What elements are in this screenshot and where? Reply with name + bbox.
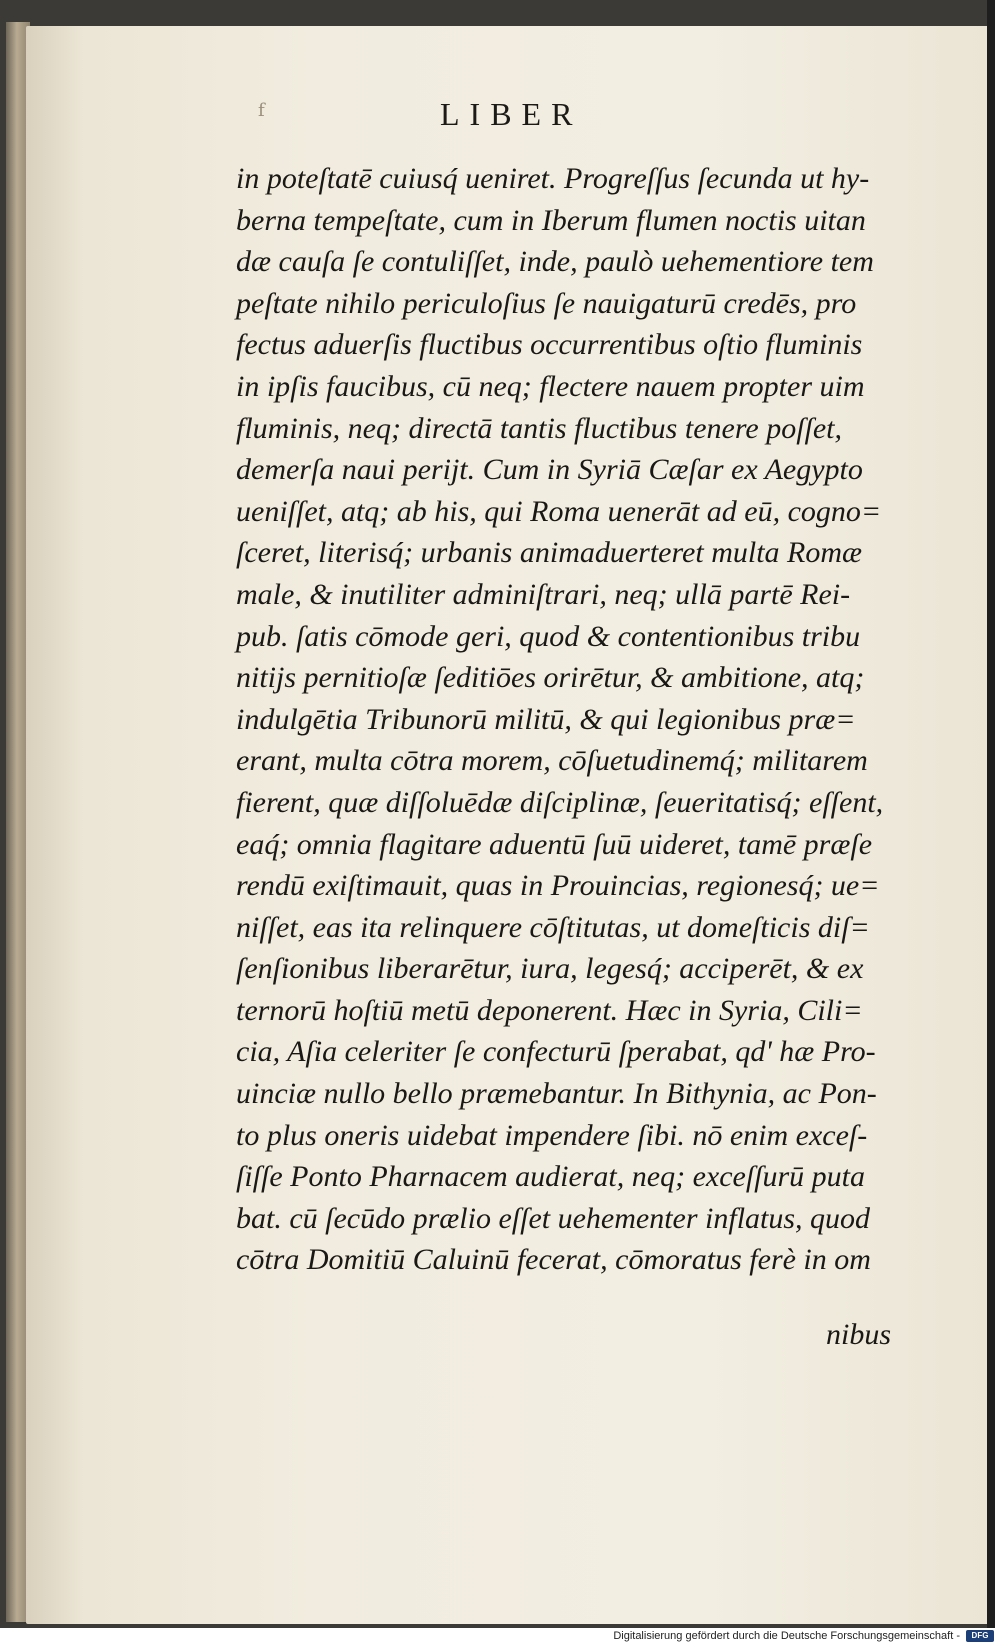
text-line: fectus aduerſis fluctibus occurrentibus oſtio fluminis bbox=[236, 328, 863, 362]
text-line: ſiſſe Ponto Pharnacem audierat, neq; exceſſurū puta bbox=[236, 1160, 866, 1194]
text-line: fluminis, neq; directā tantis fluctibus tenere poſſet, bbox=[236, 411, 843, 445]
scan-border bbox=[987, 0, 995, 1628]
body-text bbox=[236, 158, 926, 1281]
text-line: male, & inutiliter adminiſtrari, neq; ullā partē Rei- bbox=[236, 577, 851, 611]
text-line: to plus oneris uidebat impendere ſibi. nō enim exceſ- bbox=[236, 1118, 868, 1152]
text-line: cia, Aſia celeriter ſe confecturū ſperabat, qd' hæ Pro- bbox=[236, 1035, 876, 1069]
text-line: ſceret, literisq́; urbanis animaduerteret multa Romæ bbox=[236, 536, 863, 570]
text-line: indulgētia Tribunorū militū, & qui legionibus præ= bbox=[236, 702, 856, 736]
text-line: berna tempeſtate, cum in Iberum flumen noctis uitan bbox=[236, 203, 866, 237]
text-line: dæ cauſa ſe contuliſſet, inde, paulò uehementiore tem bbox=[236, 245, 874, 279]
text-line: in ipſis faucibus, cū neq; flectere nauem propter uim bbox=[236, 369, 865, 403]
dfg-logo: DFG bbox=[966, 1630, 994, 1642]
text-line: ternorū hoſtiū metū deponerent. Hæc in Syria, Cili= bbox=[236, 993, 863, 1027]
text-line: niſſet, eas ita relinquere cōſtitutas, ut domeſticis diſ= bbox=[236, 910, 870, 944]
text-line: fierent, quæ diſſoluēdæ diſciplinæ, ſeueritatisq́; eſſent, bbox=[236, 785, 884, 819]
text-line: nitijs pernitioſæ ſeditiōes orirētur, & ambitione, atq; bbox=[236, 661, 865, 695]
folio-mark: f bbox=[258, 100, 267, 121]
text-line: peſtate nihilo periculoſius ſe nauigaturū credēs, pro bbox=[236, 286, 857, 320]
text-line: uinciæ nullo bello præmebantur. In Bithynia, ac Pon- bbox=[236, 1077, 877, 1111]
text-line: ſenſionibus liberarētur, iura, legesq́; acciperēt, & ex bbox=[236, 952, 864, 986]
text-line: in poteſtatē cuiusq́ ueniret. Progreſſus ſecunda ut hy- bbox=[236, 162, 870, 195]
text-line: cōtra Domitiū Caluinū fecerat, cōmoratus ferè in om bbox=[236, 1243, 871, 1277]
footer-credit: Digitalisierung gefördert durch die Deutsche Forschungsgemeinschaft - bbox=[613, 1630, 960, 1642]
text-line: demerſa naui perijt. Cum in Syriā Cæſar ex Aegypto bbox=[236, 453, 863, 487]
running-head: LIBER bbox=[440, 96, 583, 132]
text-line: eaq́; omnia flagitare aduentū ſuū uideret, tamē præſe bbox=[236, 827, 873, 861]
catchword: nibus bbox=[826, 1318, 892, 1351]
text-line: erant, multa cōtra morem, cōſuetudinemq́; militarem bbox=[236, 744, 868, 778]
text-line: ueniſſet, atq; ab his, qui Roma uenerāt ad eū, cogno= bbox=[236, 494, 882, 528]
text-line: rendū exiſtimauit, quas in Prouincias, regionesq́; ue= bbox=[236, 869, 880, 903]
text-line: bat. cū ſecūdo prælio eſſet uehementer inflatus, quod bbox=[236, 1201, 871, 1235]
text-line: pub. ſatis cōmode geri, quod & contentionibus tribu bbox=[236, 619, 861, 653]
footer-bar bbox=[0, 1628, 1000, 1645]
